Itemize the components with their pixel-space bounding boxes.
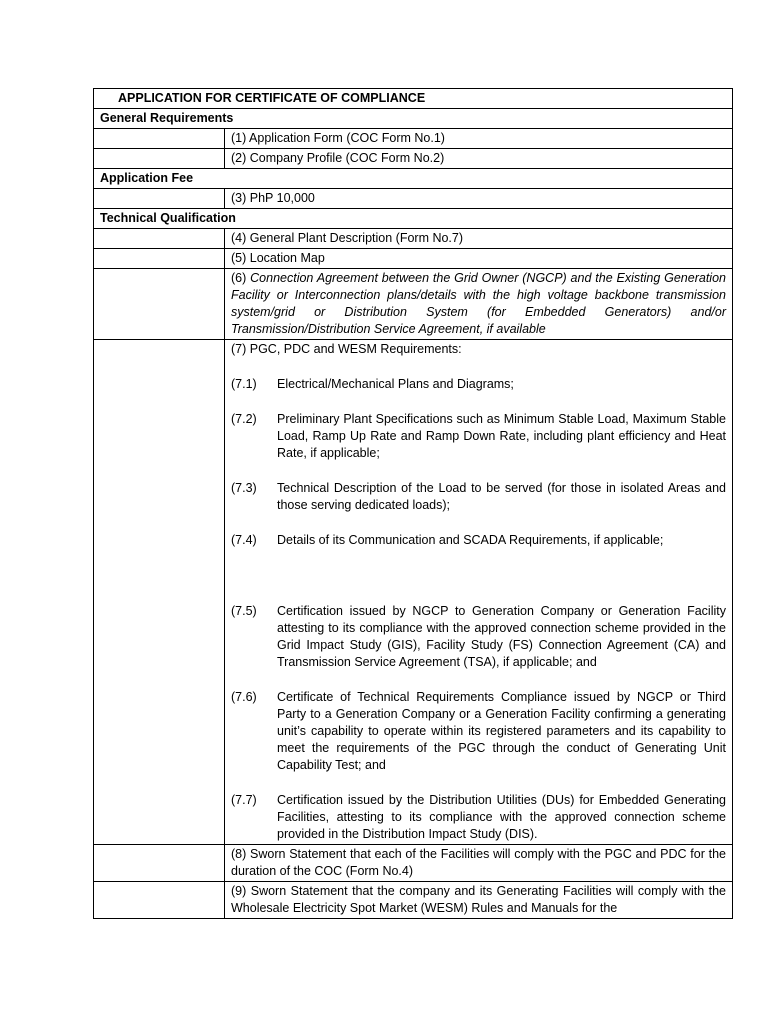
requirement-item: (5) Location Map bbox=[225, 249, 733, 269]
table-row bbox=[94, 169, 733, 189]
requirement-item: (4) General Plant Description (Form No.7) bbox=[225, 229, 733, 249]
table-row bbox=[94, 882, 733, 919]
sub-item-text: Electrical/Mechanical Plans and Diagrams; bbox=[277, 377, 514, 391]
requirement-item-6 bbox=[225, 269, 733, 340]
requirement-item-7 bbox=[225, 340, 733, 845]
sub-item-number: (7.2) bbox=[231, 412, 257, 426]
sub-item-number: (7.4) bbox=[231, 533, 257, 547]
table-row bbox=[94, 209, 733, 229]
table-row bbox=[94, 340, 733, 845]
table-row bbox=[94, 229, 733, 249]
coc-requirements-table bbox=[93, 88, 733, 919]
sub-item-number: (7.7) bbox=[231, 793, 257, 807]
table-row bbox=[94, 189, 733, 209]
page-title: APPLICATION FOR CERTIFICATE OF COMPLIANCE bbox=[94, 89, 733, 109]
sub-item bbox=[231, 792, 726, 843]
table-row bbox=[94, 269, 733, 340]
sub-item-number: (7.5) bbox=[231, 604, 257, 618]
section-heading-technical: Technical Qualification bbox=[94, 209, 733, 229]
section-heading-general: General Requirements bbox=[94, 109, 733, 129]
table-row bbox=[94, 129, 733, 149]
table-row bbox=[94, 89, 733, 109]
sub-item bbox=[231, 603, 726, 671]
sub-item bbox=[231, 376, 726, 393]
item-number: (6) bbox=[231, 271, 247, 285]
sub-item-text: Certification issued by NGCP to Generation Company or Generation Facility attesting to its compliance with the approved connection scheme provided in the Grid Impact Study (GIS), Facility Study (FS) Connection Agreement (CA) and Transmission Service Agreement (TSA), if applicable; and bbox=[277, 604, 726, 669]
item-heading: (7) PGC, PDC and WESM Requirements: bbox=[231, 342, 462, 356]
item-text: Connection Agreement between the Grid Owner (NGCP) and the Existing Generation Facility or Interconnection plans/details with the high voltage backbone transmission system/grid or Distribution System (for Embedded Generators) and/or Transmission/Distribution Service Agreement, if available bbox=[231, 271, 726, 336]
item-text: (9) Sworn Statement that the company and its Generating Facilities will comply with the Wholesale Electricity Spot Market (WESM) Rules and Manuals for the bbox=[231, 884, 726, 915]
sub-item bbox=[231, 411, 726, 462]
sub-item-text: Preliminary Plant Specifications such as Minimum Stable Load, Maximum Stable Load, Ramp Up Rate and Ramp Down Rate, including plant efficiency and Heat Rate, if applicable; bbox=[277, 412, 726, 460]
requirement-item: (8) Sworn Statement that each of the Facilities will comply with the PGC and PDC for the duration of the COC (Form No.4) bbox=[225, 845, 733, 882]
table-row bbox=[94, 845, 733, 882]
sub-item-text: Details of its Communication and SCADA Requirements, if applicable; bbox=[277, 533, 664, 547]
sub-item bbox=[231, 480, 726, 514]
sub-item-text: Certificate of Technical Requirements Compliance issued by NGCP or Third Party to a Generation Company or a Generation Facility confirming a generating unit’s capability to operate within its registered parameters and its capability to meet the requirements of the PGC through the conduct of Generating Unit Capability Test; and bbox=[277, 690, 726, 772]
table-row bbox=[94, 149, 733, 169]
section-heading-fee: Application Fee bbox=[94, 169, 733, 189]
table-row bbox=[94, 109, 733, 129]
requirement-item: (2) Company Profile (COC Form No.2) bbox=[225, 149, 733, 169]
requirement-item bbox=[225, 882, 733, 919]
sub-item-text: Technical Description of the Load to be served (for those in isolated Areas and those serving dedicated loads); bbox=[277, 481, 726, 512]
sub-item-text: Certification issued by the Distribution Utilities (DUs) for Embedded Generating Facilities, attesting to its compliance with the approved connection scheme provided in the Distribution Impact Study (DIS). bbox=[277, 793, 726, 841]
requirement-item: (3) PhP 10,000 bbox=[225, 189, 733, 209]
sub-item-number: (7.3) bbox=[231, 481, 257, 495]
sub-item-number: (7.6) bbox=[231, 690, 257, 704]
sub-item-number: (7.1) bbox=[231, 377, 257, 391]
sub-item bbox=[231, 689, 726, 774]
requirement-item: (1) Application Form (COC Form No.1) bbox=[225, 129, 733, 149]
table-row bbox=[94, 249, 733, 269]
sub-item bbox=[231, 532, 726, 549]
